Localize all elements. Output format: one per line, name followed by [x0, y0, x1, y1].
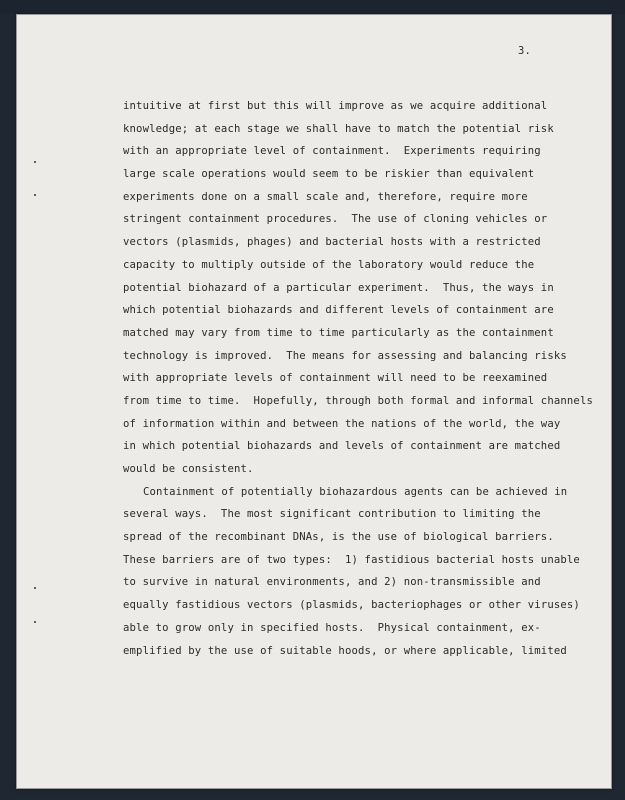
margin-mark [34, 621, 36, 623]
scan-background [0, 0, 625, 14]
paragraph-1-line: matched may vary from time to time particularly as the containment [123, 326, 554, 339]
paragraph-1-line: from time to time. Hopefully, through both formal and informal channels [123, 394, 594, 407]
paragraph-2-line: Containment of potentially biohazardous agents can be achieved in [143, 485, 568, 498]
paragraph-2-line: to survive in natural environments, and 2) non-transmissible and [123, 576, 541, 589]
page-number: 3. [518, 45, 532, 57]
paragraph-1-line: technology is improved. The means for assessing and balancing risks [123, 349, 567, 362]
paragraph-2-line: equally fastidious vectors (plasmids, bacteriophages or other viruses) [123, 599, 580, 612]
paragraph-1-line: would be consistent. [123, 463, 254, 475]
margin-mark [34, 161, 36, 163]
paragraph-1-line: stringent containment procedures. The use of cloning vehicles or [123, 213, 548, 226]
paragraph-1-line: experiments done on a small scale and, therefore, require more [123, 190, 528, 203]
paragraph-2-line: several ways. The most significant contribution to limiting the [123, 508, 541, 521]
paragraph-2-line: able to grow only in specified hosts. Physical containment, ex- [123, 621, 541, 634]
margin-mark [34, 194, 36, 196]
paragraph-1-line: vectors (plasmids, phages) and bacterial hosts with a restricted [123, 236, 541, 249]
body-text [123, 95, 594, 662]
paragraph-1-line: with appropriate levels of containment will need to be reexamined [123, 372, 548, 385]
paragraph-1-line: with an appropriate level of containment. Experiments requiring [123, 145, 541, 158]
margin-mark [34, 587, 36, 589]
paragraph-1-line: of information within and between the nations of the world, the way [123, 417, 561, 430]
paragraph-1-line: in which potential biohazards and levels of containment are matched [123, 440, 561, 453]
paragraph-1-line: capacity to multiply outside of the laboratory would reduce the [123, 258, 535, 271]
paragraph-2-line: These barriers are of two types: 1) fastidious bacterial hosts unable [123, 553, 580, 566]
paragraph-2-line: emplified by the use of suitable hoods, or where applicable, limited [123, 644, 567, 657]
paragraph-2-line: spread of the recombinant DNAs, is the use of biological barriers. [123, 531, 554, 544]
paragraph-1-line: which potential biohazards and different levels of containment are [123, 304, 554, 317]
paragraph-1-line: potential biohazard of a particular experiment. Thus, the ways in [123, 281, 554, 294]
paragraph-1-line: large scale operations would seem to be riskier than equivalent [123, 168, 535, 181]
paragraph-1-line: knowledge; at each stage we shall have to match the potential risk [123, 122, 554, 135]
document-page [16, 14, 612, 789]
paragraph-1-line: intuitive at first but this will improve as we acquire additional [123, 100, 548, 112]
